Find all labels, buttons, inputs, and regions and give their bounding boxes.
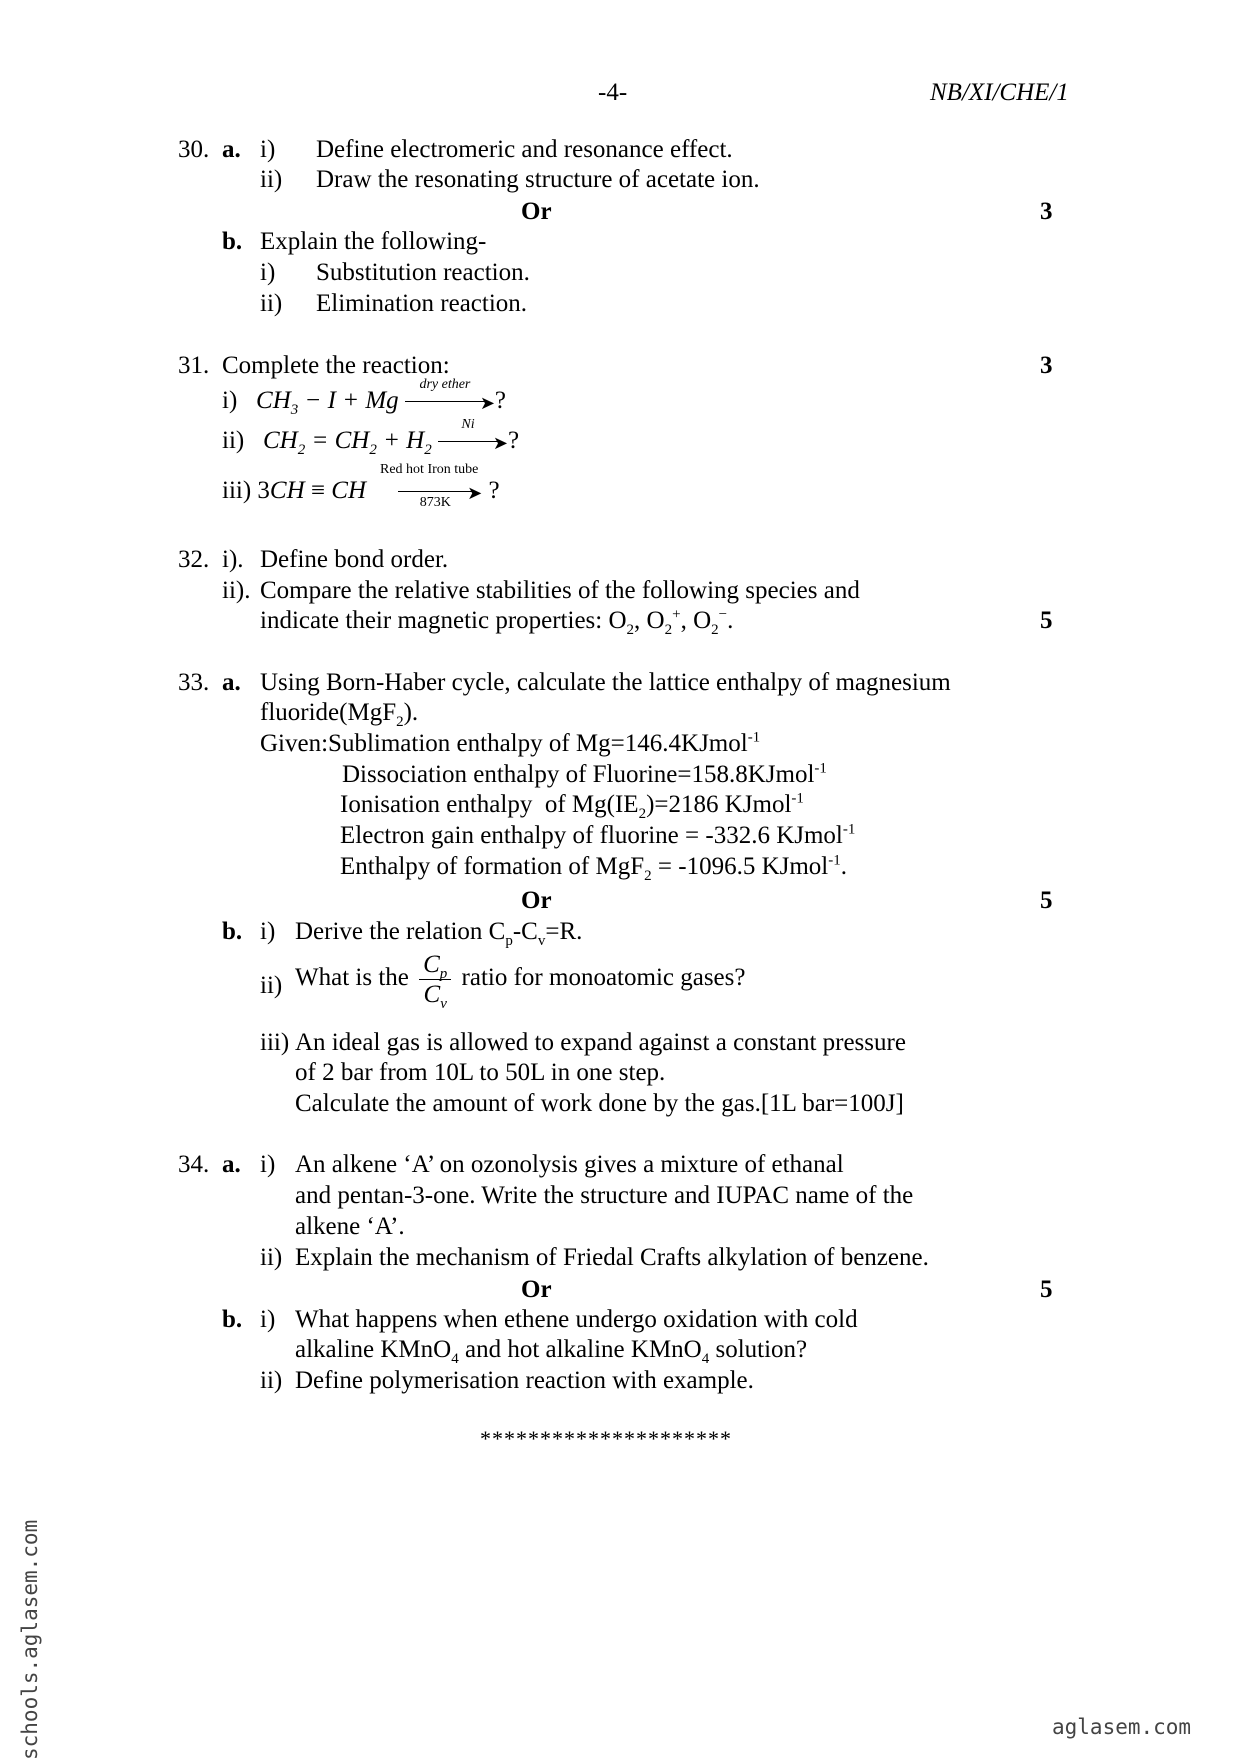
marks: 3: [1040, 198, 1053, 225]
given-line: Ionisation enthalpy of $Mg(IE_2)=2186$ KJmol$^{-1}$: [340, 790, 804, 822]
site-watermark: aglasem.com: [1052, 1715, 1192, 1739]
or-separator: Or: [521, 198, 552, 225]
reaction-3-condition-top: Red hot Iron tube: [380, 462, 479, 477]
reaction-reactants: $CH_3 - I + Mg$: [256, 387, 399, 418]
reaction-reactants: $CH_2 = CH_2 + H_2$: [262, 427, 432, 458]
item-text: of 2 bar from 10L to 50L in one step.: [295, 1059, 666, 1086]
item-text: fluoride(MgF$_2$).: [260, 699, 419, 730]
item-label: ii): [260, 972, 283, 999]
item-label: ii): [222, 427, 245, 454]
part-label: b.: [222, 228, 243, 255]
item-text: Derive the relation $C_p-C_v=R$.: [295, 918, 583, 949]
item-label: iii): [222, 477, 252, 504]
item-text: Elimination reaction.: [316, 290, 528, 317]
part-label: a.: [222, 1151, 241, 1178]
item-label: i): [260, 918, 276, 945]
reaction-2: ii) $CH_2 = CH_2 + H_2$ Ni ➤ ?: [222, 417, 520, 458]
question-number: 31.: [178, 352, 210, 379]
item-label: ii).: [222, 577, 251, 604]
marks: 5: [1040, 607, 1053, 634]
item-label: i).: [222, 546, 244, 573]
question-number: 34.: [178, 1151, 210, 1178]
side-watermark: schools.aglasem.com: [18, 1519, 42, 1760]
item-text: Substitution reaction.: [316, 259, 530, 286]
reaction-1: i) $CH_3 - I + Mg$ dry ether ➤ ?: [222, 377, 507, 418]
cp-cv-fraction: $\frac{C_p}{C_v}$: [419, 952, 451, 1007]
end-stars: *********************: [480, 1426, 732, 1451]
item-text: An ideal gas is allowed to expand against a constant pressure: [295, 1029, 906, 1056]
item-label: ii): [260, 166, 283, 193]
item-text: indicate their magnetic properties: $O_2$, $O_2^+$, $O_2^-$.: [260, 606, 734, 638]
item-label: i): [260, 1151, 276, 1178]
reaction-arrow: 873K ➤: [398, 482, 482, 502]
question-number: 30.: [178, 136, 210, 163]
or-separator: Or: [521, 1276, 552, 1303]
part-label: a.: [222, 669, 241, 696]
item-text: Compare the relative stabilities of the following species and: [260, 577, 860, 604]
item-text: An alkene ‘A’ on ozonolysis gives a mixture of ethanal: [295, 1151, 844, 1178]
item-text: What happens when ethene undergo oxidation with cold: [295, 1306, 858, 1333]
given-line: Dissociation enthalpy of Fluorine=158.8KJmol$^{-1}$: [342, 760, 827, 788]
reaction-arrow: dry ether ➤: [405, 392, 495, 412]
item-text: Calculate the amount of work done by the gas.[1L bar=100J]: [295, 1090, 904, 1117]
or-separator: Or: [521, 887, 552, 914]
item-text: Explain the mechanism of Friedal Crafts alkylation of benzene.: [295, 1244, 929, 1271]
part-label: b.: [222, 1306, 243, 1333]
question-number: 33.: [178, 669, 210, 696]
item-text: Define electromeric and resonance effect.: [316, 136, 733, 163]
item-text: Define bond order.: [260, 546, 449, 573]
question-text: Complete the reaction:: [222, 352, 450, 379]
given-line: Given:Sublimation enthalpy of Mg=146.4KJmol$^{-1}$: [260, 729, 761, 757]
marks: 5: [1040, 887, 1053, 914]
reaction-3: iii) 3CH ≡ CH 873K ➤ ?: [222, 477, 500, 511]
item-text: Explain the following-: [260, 228, 487, 255]
item-text: alkene ‘A’.: [295, 1213, 405, 1240]
marks: 5: [1040, 1276, 1053, 1303]
item-label: ii): [260, 1244, 283, 1271]
item-label: ii): [260, 290, 283, 317]
item-label: i): [260, 259, 276, 286]
item-label: ii): [260, 1367, 283, 1394]
reaction-reactants: 3CH ≡ CH: [257, 477, 366, 504]
marks: 3: [1040, 352, 1053, 379]
item-label: i): [260, 1306, 276, 1333]
item-text: alkaline KMnO$_4$ and hot alkaline KMnO$_4$ solution?: [295, 1336, 808, 1367]
item-label: i): [222, 387, 238, 414]
item-text: Using Born-Haber cycle, calculate the lattice enthalpy of magnesium: [260, 669, 951, 696]
reaction-arrow: Ni ➤: [438, 432, 508, 452]
page-number: -4-: [598, 79, 628, 106]
part-label: b.: [222, 918, 243, 945]
item-label: iii): [260, 1029, 290, 1056]
item-label: i): [260, 136, 276, 163]
given-line: Electron gain enthalpy of fluorine = -332.6 KJmol$^{-1}$: [340, 821, 856, 849]
item-text: and pentan-3-one. Write the structure and IUPAC name of the: [295, 1182, 914, 1209]
given-line: Enthalpy of formation of MgF$_2$ = -1096.5 KJmol$^{-1}$.: [340, 852, 847, 884]
paper-code: NB/XI/CHE/1: [930, 79, 1069, 106]
part-label: a.: [222, 136, 241, 163]
question-number: 32.: [178, 546, 210, 573]
item-text: Draw the resonating structure of acetate ion.: [316, 166, 760, 193]
item-text: What is the $\frac{C_p}{C_v}$ ratio for monoatomic gases?: [295, 951, 746, 1012]
item-text: Define polymerisation reaction with example.: [295, 1367, 754, 1394]
